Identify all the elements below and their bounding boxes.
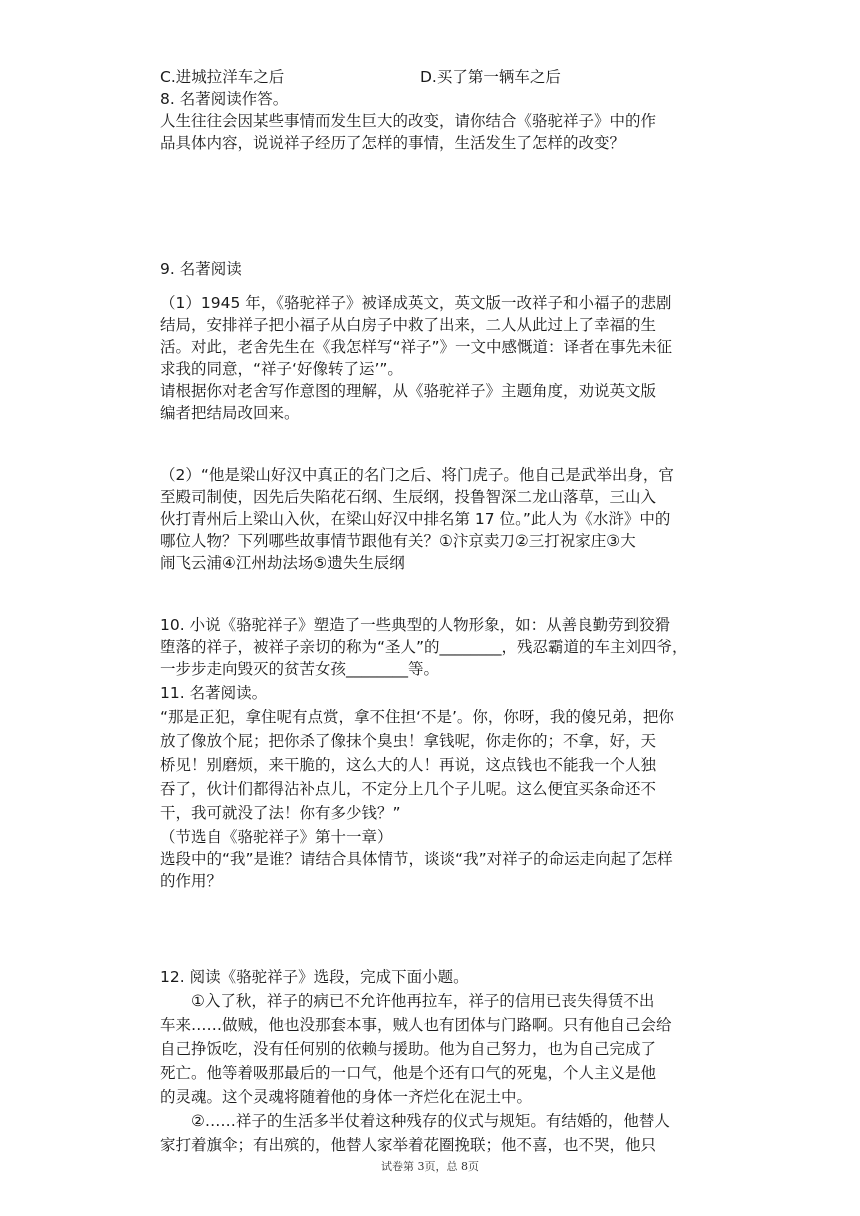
q11-passage-line: “那是正犯，拿住呢有点赏，拿不住担‘不是’。你，你呀，我的傻兄弟，把你 <box>160 708 674 726</box>
q8-text-line: 人生往往会因某些事情而发生巨大的改变，请你结合《骆驼祥子》中的作 <box>160 112 657 130</box>
q11-passage-line: 桥见！别磨烦，来干脆的，这么大的人！再说，这点钱也不能我一个人独 <box>160 756 657 774</box>
q11-title: 11. 名著阅读。 <box>160 684 268 702</box>
q11-question-line: 选段中的“我”是谁？请结合具体情节，谈谈“我”对祥子的命运走向起了怎样 <box>160 850 673 868</box>
q12-para1-line: ①入了秋，祥子的病已不允许他再拉车，祥子的信用已丧失得赁不出 <box>191 992 655 1010</box>
q11-passage-line: 放了像放个屁；把你杀了像抹个臭虫！拿钱呢，你走你的；不拿，好，天 <box>160 732 657 750</box>
q12-title: 12. 阅读《骆驼祥子》选段，完成下面小题。 <box>160 968 469 986</box>
q8-title: 8. 名著阅读作答。 <box>160 90 289 108</box>
q11-passage-line: 干，我可就没了法！你有多少钱？” <box>160 804 401 822</box>
page-footer: 试卷第 3页，总 8页 <box>381 1160 479 1173</box>
q9-p2-line: 伙打青州后上梁山入伙，在梁山好汉中排名第 17 位。”此人为《水浒》中的 <box>160 510 671 528</box>
q9-p1-line: 编者把结局改回来。 <box>160 404 300 422</box>
q9-p1-line: 活。对此，老舍先生在《我怎样写“祥子”》一文中感慨道：译者在事先未征 <box>160 338 673 356</box>
q10-line: 一步步走向毁灭的贫苦女孩________等。 <box>160 660 440 678</box>
q12-para2-line: 家打着旗伞；有出殡的，他替人家举着花圈挽联；他不喜，也不哭，他只 <box>160 1136 657 1154</box>
q9-p1-line: 结局，安排祥子把小福子从白房子中救了出来，二人从此过上了幸福的生 <box>160 316 657 334</box>
q11-passage-line: 吞了，伙计们都得沾补点儿，不定分上几个子儿呢。这么便宜买条命还不 <box>160 780 657 798</box>
q9-p2-line: （2）“他是梁山好汉中真正的名门之后、将门虎子。他自己是武举出身，官 <box>160 466 674 484</box>
q12-para1-line: 自己挣饭吃，没有任何别的依赖与援助。他为自己努力，也为自己完成了 <box>160 1040 657 1058</box>
q12-para1-line: 车来……做贼，他也没那套本事，贼人也有团体与门路啊。只有他自己会给 <box>160 1016 672 1034</box>
q12-para1-line: 死亡。他等着吸那最后的一口气，他是个还有口气的死鬼，个人主义是他 <box>160 1064 657 1082</box>
q7-option-c: C.进城拉洋车之后 <box>160 68 285 86</box>
q9-p2-line: 哪位人物？下列哪些故事情节跟他有关？①汴京卖刀②三打祝家庄③大 <box>160 532 636 550</box>
q9-p2-line: 至殿司制使，因先后失陷花石纲、生辰纲，投鲁智深二龙山落草，三山入 <box>160 488 657 506</box>
q11-source: （节选自《骆驼祥子》第十一章） <box>160 828 393 846</box>
q9-p1-line: （1）1945 年，《骆驼祥子》被译成英文，英文版一改祥子和小福子的悲剧 <box>160 294 672 312</box>
q10-line: 堕落的祥子，被祥子亲切的称为“圣人”的________，残忍霸道的车主刘四爷， <box>160 638 688 656</box>
q9-title: 9. 名著阅读 <box>160 260 242 278</box>
q9-p1-line: 求我的同意，“祥子‘好像转了运’”。 <box>160 360 403 378</box>
q12-para2-line: ②……祥子的生活多半仗着这种残存的仪式与规矩。有结婚的，他替人 <box>191 1112 670 1130</box>
q10-line: 10. 小说《骆驼祥子》塑造了一些典型的人物形象，如：从善良勤劳到狡猾 <box>160 616 671 634</box>
q9-p2-line: 闹飞云浦④江州劫法场⑤遗失生辰纲 <box>160 554 405 572</box>
q9-p1-line: 请根据你对老舍写作意图的理解，从《骆驼祥子》主题角度，劝说英文版 <box>160 382 657 400</box>
q11-question-line: 的作用？ <box>160 872 223 890</box>
q12-para1-line: 的灵魂。这个灵魂将随着他的身体一齐烂化在泥土中。 <box>160 1088 533 1106</box>
q8-text-line: 品具体内容，说说祥子经历了怎样的事情，生活发生了怎样的改变？ <box>160 134 626 152</box>
q7-option-d: D.买了第一辆车之后 <box>420 68 561 86</box>
